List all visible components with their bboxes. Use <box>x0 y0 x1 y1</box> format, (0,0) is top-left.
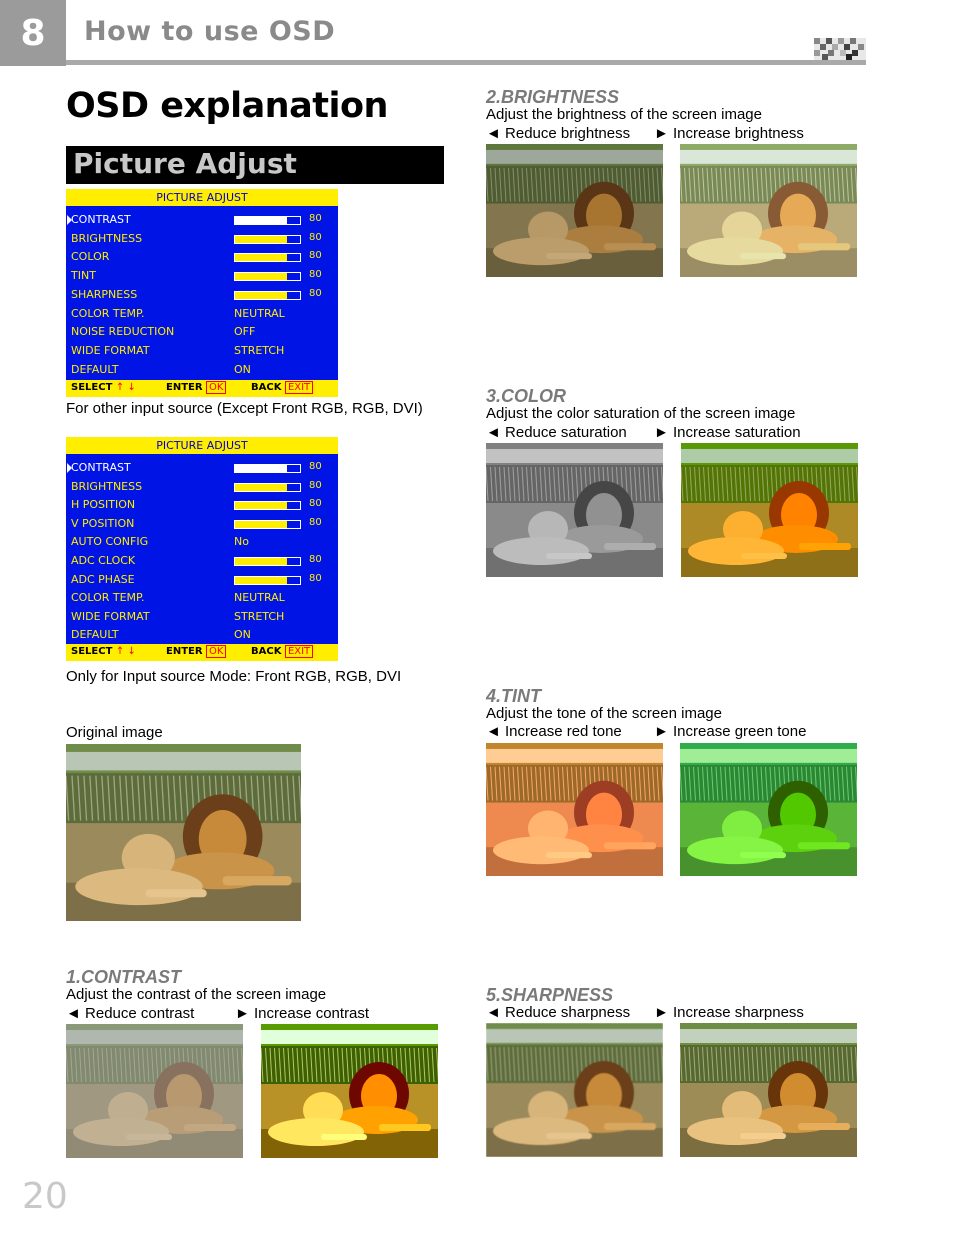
osd-row-color-temp[interactable] <box>71 307 336 323</box>
osd-level-value: 80 <box>309 213 322 224</box>
sharpness-left-label: ◄ Reduce sharpness <box>486 1004 631 1021</box>
osd-level-fill <box>235 521 287 528</box>
contrast-left-label: ◄ Reduce contrast <box>66 1005 195 1022</box>
brightness-right-label: ► Increase brightness <box>654 125 804 142</box>
osd-level-bar[interactable] <box>234 235 301 244</box>
contrast-title: 1.CONTRAST <box>66 967 182 987</box>
osd-row-sharpness[interactable] <box>71 288 336 304</box>
osd-row-label: DEFAULT <box>71 362 119 376</box>
page-heading: OSD explanation <box>66 86 388 126</box>
osd-row-value: ON <box>234 362 251 376</box>
osd-row-label: V POSITION <box>71 516 135 530</box>
osd-row-h-position[interactable] <box>71 498 336 514</box>
osd-row-default[interactable] <box>71 628 336 644</box>
osd-row-label: TINT <box>71 269 96 283</box>
color-right-label: ► Increase saturation <box>654 424 801 441</box>
osd-enter-label: ENTER OK <box>166 646 226 657</box>
osd-level-value: 80 <box>309 498 322 510</box>
osd-row-label: COLOR TEMP. <box>71 306 145 320</box>
osd-row-contrast[interactable] <box>71 461 336 477</box>
osd-title: PICTURE ADJUST <box>66 189 338 206</box>
tint-desc: Adjust the tone of the screen image <box>486 705 722 722</box>
osd-row-label: BRIGHTNESS <box>71 231 143 245</box>
osd-row-adc-phase[interactable] <box>71 573 336 589</box>
osd-ok-button[interactable]: OK <box>206 645 226 658</box>
osd-level-fill <box>235 465 287 472</box>
osd-row-label: COLOR TEMP. <box>71 591 145 605</box>
osd-level-bar[interactable] <box>234 576 301 585</box>
osd-level-bar[interactable] <box>234 291 301 300</box>
osd-row-color[interactable] <box>71 250 336 266</box>
osd-level-fill <box>235 577 287 584</box>
contrast-desc: Adjust the contrast of the screen image <box>66 986 327 1003</box>
osd-back-label: BACK EXIT <box>251 382 313 393</box>
sharpness-high-image <box>680 1023 857 1157</box>
osd-level-fill <box>235 254 287 261</box>
osd-level-value: 80 <box>309 461 322 472</box>
osd-level-value: 80 <box>309 479 322 491</box>
osd-row-label: CONTRAST <box>71 461 131 474</box>
osd-row-wide-format[interactable] <box>71 344 336 360</box>
osd1-caption: For other input source (Except Front RGB, RGB, DVI) <box>66 400 423 417</box>
osd-level-value: 80 <box>309 287 322 299</box>
osd-row-label: WIDE FORMAT <box>71 343 150 357</box>
osd-level-value: 80 <box>309 554 322 565</box>
osd-level-bar[interactable] <box>234 520 301 529</box>
original-lion-image <box>66 744 301 921</box>
osd-row-adc-clock[interactable] <box>71 554 336 570</box>
osd-row-v-position[interactable] <box>71 517 336 533</box>
osd-exit-button[interactable]: EXIT <box>285 645 313 658</box>
osd-footer <box>66 380 338 397</box>
osd-row-label: WIDE FORMAT <box>71 609 150 623</box>
osd-row-value: NEUTRAL <box>234 591 285 605</box>
osd-row-label: H POSITION <box>71 498 136 512</box>
brightness-high-image <box>680 144 857 277</box>
osd-row-brightness[interactable] <box>71 480 336 496</box>
section-bar-label: Picture Adjust <box>73 147 297 180</box>
osd-row-value: No <box>234 535 249 549</box>
up-down-arrows-icon: ↑ ↓ <box>115 382 136 393</box>
osd-level-fill <box>235 236 287 243</box>
up-down-arrows-icon: ↑ ↓ <box>115 646 136 657</box>
osd-row-value: STRETCH <box>234 343 285 357</box>
brightness-low-image <box>486 144 663 277</box>
tint-right-label: ► Increase green tone <box>654 723 807 740</box>
sharpness-right-label: ► Increase sharpness <box>654 1004 804 1021</box>
osd-row-brightness[interactable] <box>71 232 336 248</box>
osd-level-value: 80 <box>309 572 322 584</box>
osd-row-value: STRETCH <box>234 609 285 623</box>
tint-left-label: ◄ Increase red tone <box>486 723 622 740</box>
osd-level-value: 80 <box>309 231 322 243</box>
osd-level-value: 80 <box>309 250 322 262</box>
osd-row-label: ADC CLOCK <box>71 554 136 567</box>
checker-pattern-icon <box>814 38 866 60</box>
osd-row-tint[interactable] <box>71 269 336 285</box>
osd-row-label: SHARPNESS <box>71 287 138 301</box>
osd-row-label: ADC PHASE <box>71 572 135 586</box>
osd-row-wide-format[interactable] <box>71 610 336 626</box>
osd-level-bar[interactable] <box>234 557 301 566</box>
osd-level-bar[interactable] <box>234 464 301 473</box>
osd-row-color-temp[interactable] <box>71 591 336 607</box>
osd-row-label: BRIGHTNESS <box>71 479 143 493</box>
osd2-caption: Only for Input source Mode: Front RGB, RGB, DVI <box>66 668 402 685</box>
osd-level-bar[interactable] <box>234 253 301 262</box>
osd-row-noise-reduction[interactable] <box>71 325 336 341</box>
chapter-number: 8 <box>0 0 66 66</box>
osd-level-fill <box>235 558 287 565</box>
tint-red-image <box>486 743 663 876</box>
osd-level-fill <box>235 217 287 224</box>
osd-enter-label: ENTER OK <box>166 382 226 393</box>
tint-title: 4.TINT <box>486 686 542 706</box>
osd-title: PICTURE ADJUST <box>66 437 338 454</box>
color-title: 3.COLOR <box>486 386 567 406</box>
osd-level-bar[interactable] <box>234 501 301 510</box>
section-bar <box>66 146 444 184</box>
osd-row-label: CONTRAST <box>71 213 131 226</box>
osd-row-label: AUTO CONFIG <box>71 535 149 549</box>
osd-level-fill <box>235 502 287 509</box>
original-image-label: Original image <box>66 724 163 741</box>
osd-level-bar[interactable] <box>234 216 301 225</box>
osd-footer <box>66 644 338 661</box>
osd-back-label: BACK EXIT <box>251 646 313 657</box>
page-number: 20 <box>22 1176 68 1217</box>
contrast-right-label: ► Increase contrast <box>235 1005 370 1022</box>
osd-row-label: NOISE REDUCTION <box>71 325 175 339</box>
chapter-rule <box>66 60 866 65</box>
brightness-title: 2.BRIGHTNESS <box>486 87 620 107</box>
color-left-label: ◄ Reduce saturation <box>486 424 627 441</box>
color-low-image <box>486 443 663 577</box>
osd-row-label: DEFAULT <box>71 628 119 642</box>
osd-level-fill <box>235 292 287 299</box>
osd-ok-button[interactable]: OK <box>206 381 226 394</box>
brightness-left-label: ◄ Reduce brightness <box>486 125 631 142</box>
osd-row-label: COLOR <box>71 250 110 264</box>
osd-menu-standard <box>66 189 338 397</box>
color-desc: Adjust the color saturation of the screen image <box>486 405 796 422</box>
color-high-image <box>681 443 858 577</box>
osd-row-contrast[interactable] <box>71 213 336 229</box>
osd-level-fill <box>235 273 287 280</box>
osd-level-value: 80 <box>309 269 322 281</box>
osd-level-value: 80 <box>309 516 322 528</box>
osd-level-fill <box>235 484 287 491</box>
osd-level-bar[interactable] <box>234 483 301 492</box>
osd-menu-rgb <box>66 437 338 661</box>
tint-green-image <box>680 743 857 876</box>
osd-row-auto-config[interactable] <box>71 535 336 551</box>
contrast-low-image <box>66 1024 243 1158</box>
chapter-title: How to use OSD <box>84 16 336 47</box>
sharpness-title: 5.SHARPNESS <box>486 985 614 1005</box>
osd-row-value: OFF <box>234 325 256 339</box>
osd-row-value: ON <box>234 628 251 642</box>
osd-select-label: SELECT ↑ ↓ <box>71 646 136 657</box>
contrast-high-image <box>261 1024 438 1158</box>
osd-exit-button[interactable]: EXIT <box>285 381 313 394</box>
osd-level-bar[interactable] <box>234 272 301 281</box>
brightness-desc: Adjust the brightness of the screen image <box>486 106 762 123</box>
osd-select-label: SELECT ↑ ↓ <box>71 382 136 393</box>
osd-row-value: NEUTRAL <box>234 306 285 320</box>
osd-row-default[interactable] <box>71 363 336 379</box>
sharpness-low-image <box>486 1023 663 1157</box>
